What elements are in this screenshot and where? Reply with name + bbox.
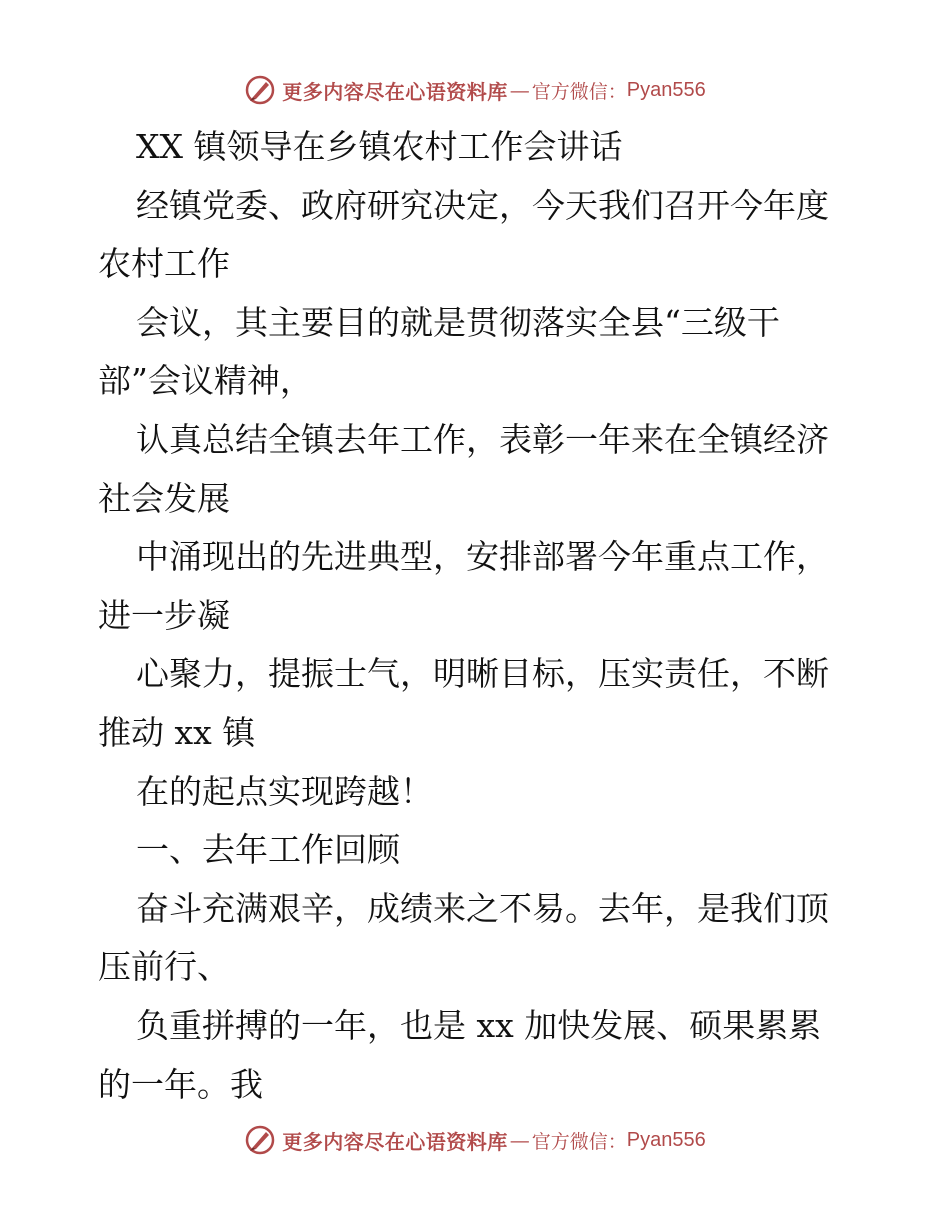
text-line: 认真总结全镇去年工作，表彰一年来在全镇经济: [136, 419, 829, 459]
text-line: 社会发展: [98, 478, 230, 518]
text-line: 压前行、: [98, 947, 230, 987]
quill-logo-icon: [244, 1124, 276, 1156]
text-line: XX 镇领导在乡镇农村工作会讲话: [136, 127, 623, 166]
watermark-wechat-id: Pyan556: [626, 78, 706, 101]
text-line: 在的起点实现跨越！: [136, 771, 433, 811]
text-line: 奋斗充满艰辛，成绩来之不易。去年，是我们顶: [136, 888, 829, 928]
text-line: 经镇党委、政府研究决定，今天我们召开今年度: [136, 185, 829, 225]
text-line: 负重拼搏的一年，也是 xx 加快发展、硕果累累: [136, 1005, 822, 1045]
text-line: 的一年。我: [98, 1064, 263, 1104]
watermark-sub-text: 官方微信：: [531, 1130, 627, 1153]
watermark-dash: —: [509, 78, 530, 102]
watermark-main-text: 更多内容尽在心语资料库: [282, 79, 508, 104]
watermark-wechat-id: Pyan556: [626, 1128, 706, 1151]
footer-watermark: [0, 1120, 950, 1160]
watermark-main-text: 更多内容尽在心语资料库: [282, 1129, 508, 1154]
text-line: 推动 xx 镇: [98, 712, 256, 752]
text-line: 一、去年工作回顾: [136, 830, 400, 870]
text-line: 部”会议精神，: [98, 361, 313, 401]
text-line: 农村工作: [98, 244, 230, 284]
quill-logo-icon: [244, 74, 276, 106]
header-watermark: [0, 70, 950, 110]
text-line: 会议，其主要目的就是贯彻落实全县“三级干: [136, 302, 780, 342]
text-line: 心聚力，提振士气，明晰目标，压实责任，不断: [136, 654, 829, 694]
watermark-dash: —: [509, 1128, 530, 1152]
text-line: 进一步凝: [98, 595, 230, 635]
watermark-sub-text: 官方微信：: [531, 80, 627, 103]
document-body: [98, 118, 858, 1114]
text-line: 中涌现出的先进典型，安排部署今年重点工作，: [136, 537, 829, 577]
